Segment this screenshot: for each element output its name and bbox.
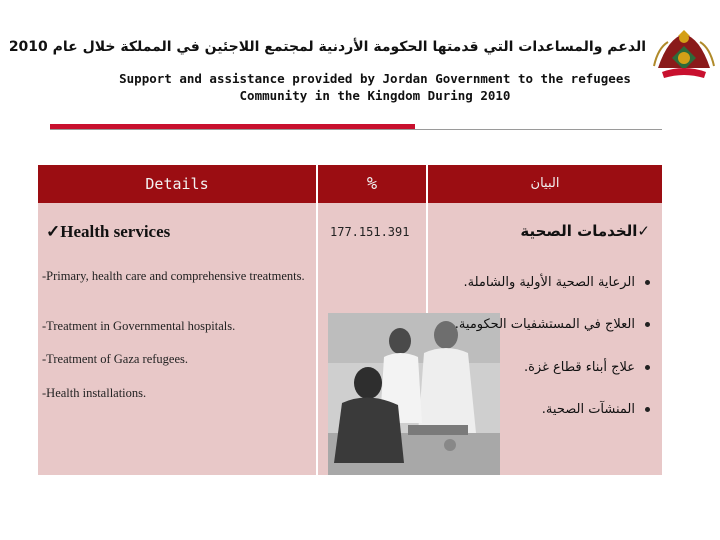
list-item-ar: المنشآت الصحية.: [430, 402, 650, 417]
bullet-icon: [645, 407, 650, 412]
page-title-english: [70, 70, 680, 104]
bullet-icon: [645, 365, 650, 370]
list-item-ar: علاج أبناء قطاع غزة.: [430, 360, 650, 375]
services-table: [38, 165, 662, 475]
list-item-en: -Primary, health care and comprehensive treatments.: [42, 269, 305, 283]
health-services-value: 177.151.391: [330, 225, 410, 239]
list-item-en: -Health installations.: [42, 386, 147, 400]
health-services-label-ar: ✓الخدمات الصحية: [520, 222, 650, 240]
bullet-icon: [645, 322, 650, 327]
header-details: Details: [38, 165, 316, 203]
list-item-ar: الرعاية الصحية الأولية والشاملة.: [430, 275, 650, 290]
bullet-icon: [645, 280, 650, 285]
list-item-en: -Treatment in Governmental hospitals.: [42, 319, 236, 333]
page-title-arabic: الدعم والمساعدات التي قدمتها الحكومة الأردنية لمجتمع اللاجئين في المملكة خلال عام 2010: [8, 39, 646, 55]
list-item-en: -Treatment of Gaza refugees.: [42, 352, 189, 366]
divider: [50, 129, 662, 130]
title-en-line-1: Support and assistance provided by Jordan Government to the refugees: [119, 71, 631, 86]
health-services-label-en: ✓Health services: [46, 222, 171, 241]
header-percent: %: [318, 165, 426, 203]
title-en-line-2: Community in the Kingdom During 2010: [239, 88, 511, 103]
list-item-ar: العلاج في المستشفيات الحكومية.: [430, 317, 650, 332]
medical-care-photo: [328, 313, 500, 475]
header-statement-arabic: البيان: [428, 165, 662, 203]
